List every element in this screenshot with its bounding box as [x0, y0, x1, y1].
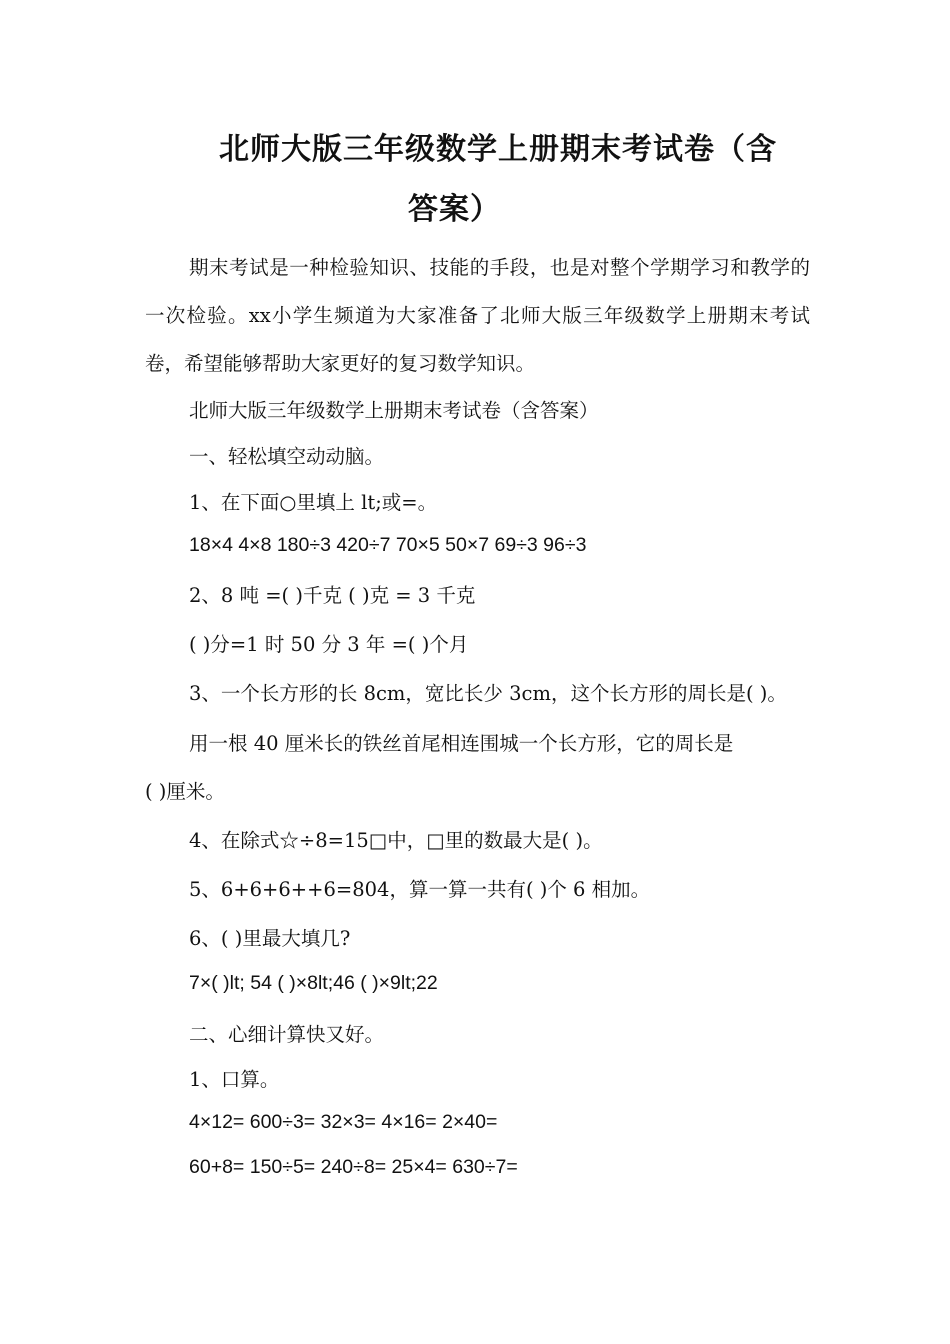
section2-heading: 二、心细计算快又好。 — [189, 1023, 385, 1046]
question-2-continued: ( )分=1 时 50 分 3 年 =( )个月 — [189, 633, 469, 656]
question-6-items: 7×( )lt; 54 ( )×8lt;46 ( )×9lt;22 — [189, 972, 438, 994]
question-3b-line2: ( )厘米。 — [145, 780, 225, 803]
document-subtitle: 北师大版三年级数学上册期末考试卷（含答案） — [189, 399, 599, 422]
document-title-line1: 北师大版三年级数学上册期末考试卷（含 — [219, 132, 777, 167]
question-2: 2、8 吨 =( )千克 ( )克 = 3 千克 — [189, 584, 476, 607]
question-1: 1、在下面○里填上 lt;或=。 — [189, 491, 438, 514]
oral-calc-row-1: 4×12= 600÷3= 32×3= 4×16= 2×40= — [189, 1111, 498, 1133]
section2-question-1: 1、口算。 — [189, 1068, 280, 1091]
question-5: 5、6+6+6++6=804，算一算一共有( )个 6 相加。 — [189, 878, 651, 901]
question-3b-line1: 用一根 40 厘米长的铁丝首尾相连围城一个长方形，它的周长是 — [189, 732, 734, 755]
document-title-line2: 答案） — [408, 192, 501, 227]
question-1-items: 18×4 4×8 180÷3 420÷7 70×5 50×7 69÷3 96÷3 — [189, 534, 587, 556]
question-3: 3、一个长方形的长 8cm，宽比长少 3cm，这个长方形的周长是( )。 — [189, 682, 787, 705]
question-4: 4、在除式☆÷8=15□中，□里的数最大是( )。 — [189, 829, 603, 852]
oral-calc-row-2: 60+8= 150÷5= 240÷8= 25×4= 630÷7= — [189, 1156, 518, 1178]
question-6: 6、( )里最大填几? — [189, 927, 351, 950]
intro-paragraph: 期末考试是一种检验知识、技能的手段，也是对整个学期学习和教学的一次检验。xx小学生频道为大家准备了北师大版三年级数学上册期末考试卷，希望能够帮助大家更好的复习数学知识。 — [145, 256, 810, 375]
section1-heading: 一、轻松填空动动脑。 — [189, 445, 385, 468]
